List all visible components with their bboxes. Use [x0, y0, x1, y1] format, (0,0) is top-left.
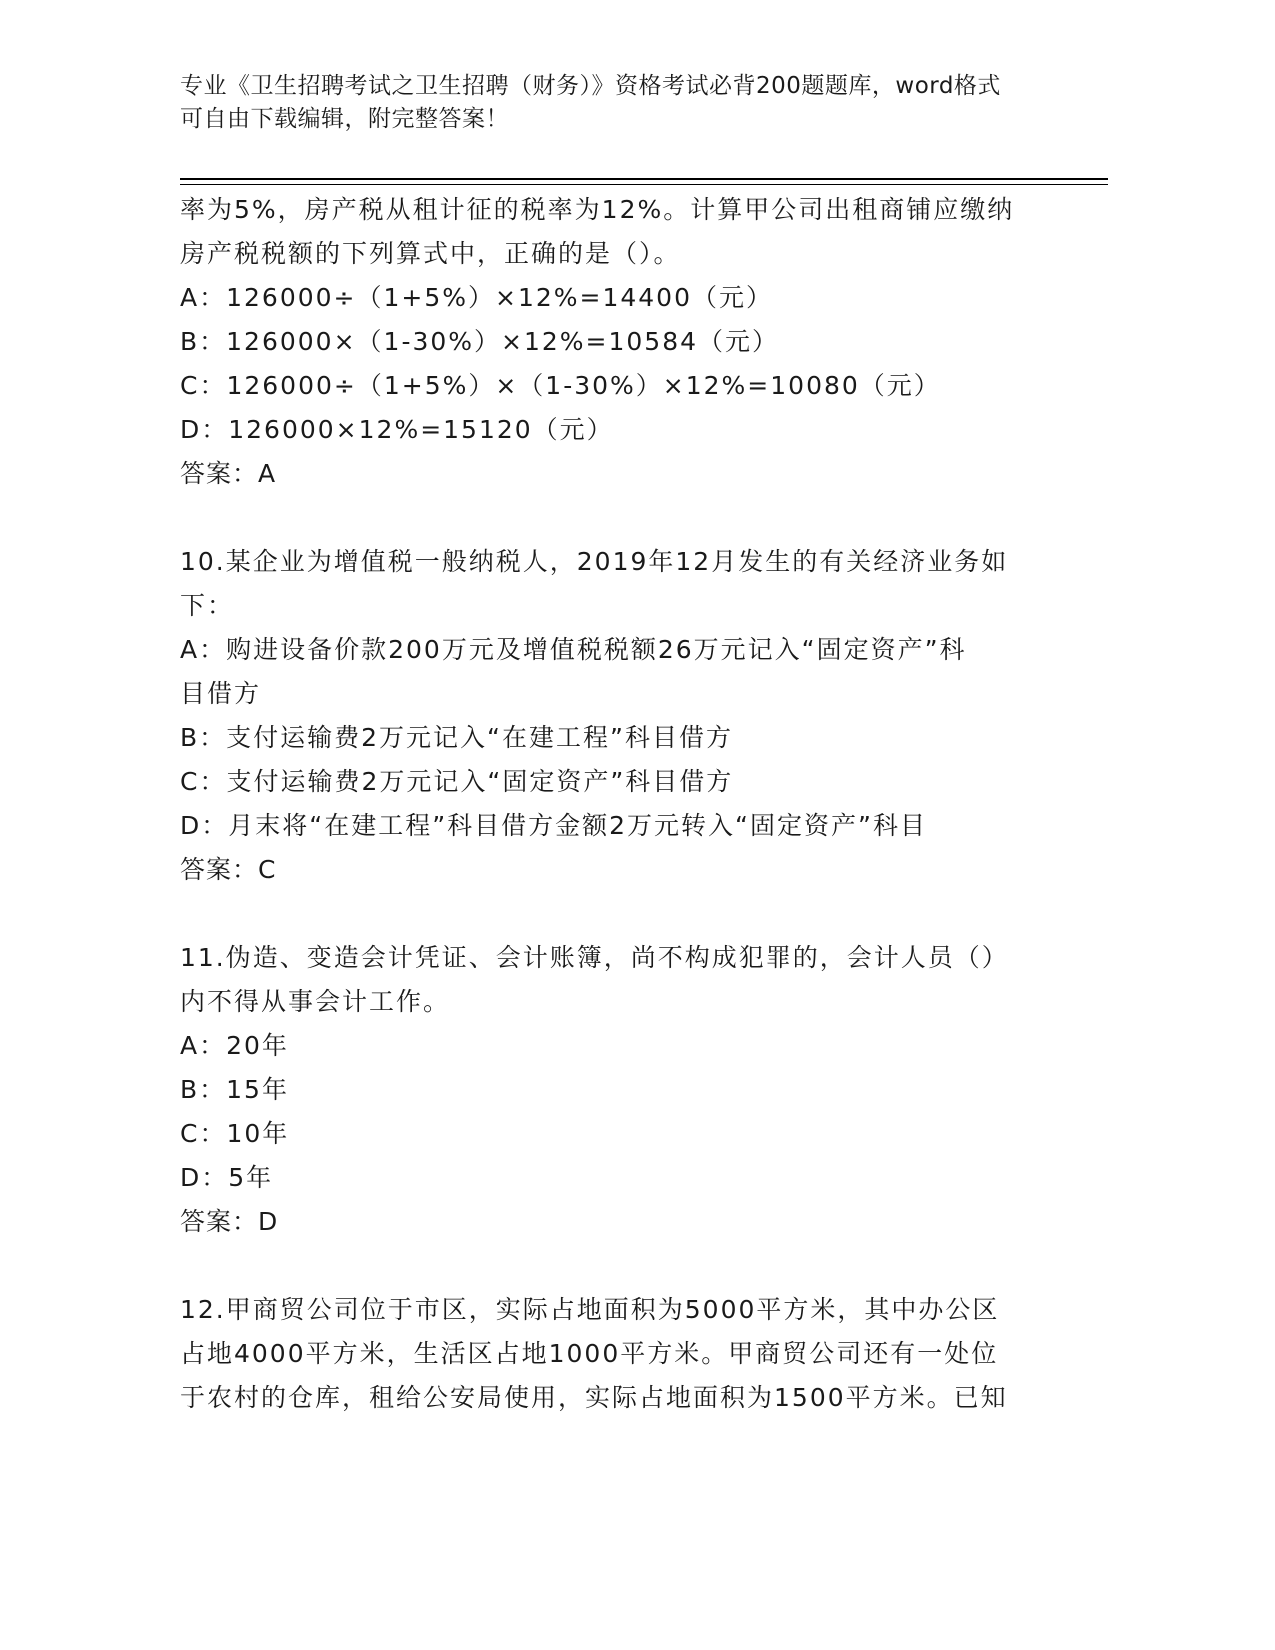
option-d: D：月末将“在建工程”科目借方金额2万元转入“固定资产”科目 [180, 811, 927, 840]
header-line-1: 专业《卫生招聘考试之卫生招聘（财务）》资格考试必背200题题库，word格式 [180, 73, 1001, 99]
header-line-2: 可自由下载编辑，附完整答案！ [180, 106, 509, 132]
question-stem-line: 于农村的仓库，租给公安局使用，实际占地面积为1500平方米。已知 [180, 1383, 1008, 1412]
option-c: C：126000÷（1+5%）×（1-30%）×12%=10080（元） [180, 371, 941, 400]
document-header [180, 70, 1060, 136]
question-block [180, 1288, 1060, 1420]
option-d: D：126000×12%=15120（元） [180, 415, 614, 444]
option-b: B：支付运输费2万元记入“在建工程”科目借方 [180, 723, 733, 752]
option-a: A：126000÷（1+5%）×12%=14400（元） [180, 283, 773, 312]
question-stem-line: 10.某企业为增值税一般纳税人，2019年12月发生的有关经济业务如 [180, 547, 1009, 576]
question-stem-line: 11.伪造、变造会计凭证、会计账簿，尚不构成犯罪的，会计人员（） [180, 943, 1009, 972]
option-c: C：10年 [180, 1119, 290, 1148]
option-a-continued: 目借方 [180, 679, 262, 708]
option-b: B：126000×（1-30%）×12%=10584（元） [180, 327, 780, 356]
document-body [180, 188, 1060, 1420]
answer-line: 答案：C [180, 855, 277, 884]
option-d: D：5年 [180, 1163, 274, 1192]
question-spacer [180, 496, 1060, 540]
question-spacer [180, 892, 1060, 936]
answer-line: 答案：D [180, 1207, 279, 1236]
header-divider-thin [180, 184, 1108, 185]
question-stem-line: 率为5%，房产税从租计征的税率为12%。计算甲公司出租商铺应缴纳 [180, 195, 1015, 224]
question-stem-line: 内不得从事会计工作。 [180, 987, 451, 1016]
question-stem-line: 占地4000平方米，生活区占地1000平方米。甲商贸公司还有一处位 [180, 1339, 999, 1368]
question-block [180, 188, 1060, 496]
question-spacer [180, 1244, 1060, 1288]
question-stem-line: 下： [180, 591, 235, 620]
question-stem-line: 房产税税额的下列算式中，正确的是（）。 [180, 239, 681, 268]
question-stem-line: 12.甲商贸公司位于市区，实际占地面积为5000平方米，其中办公区 [180, 1295, 1000, 1324]
option-a: A：购进设备价款200万元及增值税税额26万元记入“固定资产”科 [180, 635, 967, 664]
question-block [180, 540, 1060, 892]
option-b: B：15年 [180, 1075, 289, 1104]
option-a: A：20年 [180, 1031, 289, 1060]
answer-line: 答案：A [180, 459, 277, 488]
option-c: C：支付运输费2万元记入“固定资产”科目借方 [180, 767, 734, 796]
header-divider-thick [180, 178, 1108, 180]
question-block [180, 936, 1060, 1244]
